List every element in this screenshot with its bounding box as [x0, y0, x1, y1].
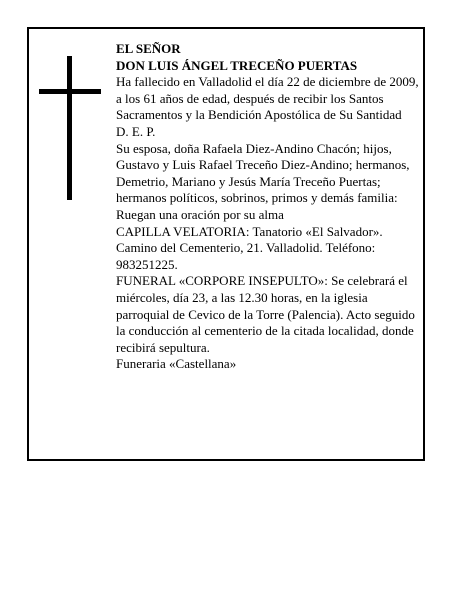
obituary-notice: [27, 27, 425, 461]
prayer-request: Ruegan una oración por su alma: [116, 206, 284, 222]
heading-title: EL SEÑOR: [116, 41, 181, 56]
deceased-name: DON LUIS ÁNGEL TRECEÑO PUERTAS: [116, 57, 358, 73]
wake-chapel-info: CAPILLA VELATORIA: Tanatorio «El Salvador». Camino del Cementerio, 21. Valladolid. Teléfono: 983251225.: [116, 223, 383, 272]
funeral-home: Funeraria «Castellana»: [116, 356, 237, 372]
notice-text: [116, 41, 421, 373]
cross-horizontal-bar: [39, 89, 101, 94]
funeral-info: FUNERAL «CORPORE INSEPULTO»: Se celebrará el miércoles, día 23, a las 12.30 horas, en la iglesia parroquial de Cevico de la Torre (Palencia). Acto seguido la conducción al cementerio de la citada localidad, donde recibirá sepultura.: [116, 273, 415, 355]
cross-icon: [39, 56, 101, 200]
death-announcement: Ha fallecido en Valladolid el día 22 de diciembre de 2009, a los 61 años de edad, después de recibir los Santos Sacramentos y la Bendición Apostólica de Su Santidad: [116, 74, 419, 123]
cross-vertical-bar: [67, 56, 72, 200]
family-list: Su esposa, doña Rafaela Diez-Andino Chacón; hijos, Gustavo y Luis Rafael Treceño Diez-Andino; hermanos, Demetrio, Mariano y Jesús María Treceño Puertas; hermanos políticos, sobrinos, primos y demás familia:: [116, 140, 410, 206]
dep-line: D. E. P.: [116, 123, 156, 139]
